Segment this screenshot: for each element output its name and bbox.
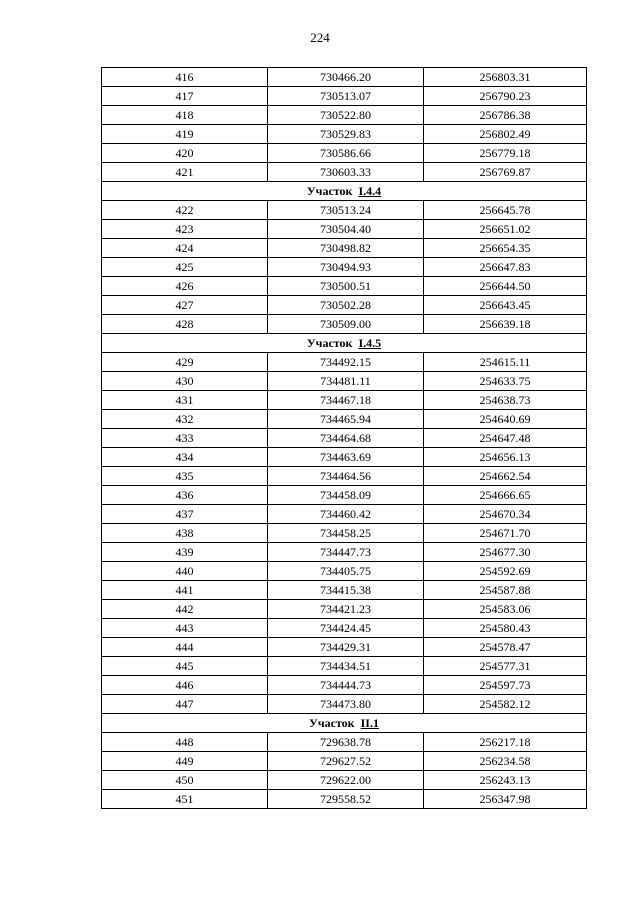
point-number-cell: 433	[102, 429, 268, 448]
section-header-row	[102, 334, 587, 353]
y-coordinate-cell: 256786.38	[424, 106, 587, 125]
point-number-cell: 440	[102, 562, 268, 581]
table-row	[102, 429, 587, 448]
table-row	[102, 372, 587, 391]
y-coordinate-cell: 254582.12	[424, 695, 587, 714]
table-row	[102, 771, 587, 790]
table-row	[102, 638, 587, 657]
point-number-cell: 449	[102, 752, 268, 771]
x-coordinate-cell: 730529.83	[268, 125, 424, 144]
x-coordinate-cell: 734424.45	[268, 619, 424, 638]
point-number-cell: 445	[102, 657, 268, 676]
point-number-cell: 448	[102, 733, 268, 752]
y-coordinate-cell: 254662.54	[424, 467, 587, 486]
y-coordinate-cell: 254592.69	[424, 562, 587, 581]
table-row	[102, 144, 587, 163]
table-row	[102, 277, 587, 296]
x-coordinate-cell: 729558.52	[268, 790, 424, 809]
y-coordinate-cell: 254587.88	[424, 581, 587, 600]
table-row	[102, 581, 587, 600]
point-number-cell: 423	[102, 220, 268, 239]
x-coordinate-cell: 734464.56	[268, 467, 424, 486]
y-coordinate-cell: 256644.50	[424, 277, 587, 296]
x-coordinate-cell: 729622.00	[268, 771, 424, 790]
x-coordinate-cell: 729638.78	[268, 733, 424, 752]
point-number-cell: 432	[102, 410, 268, 429]
section-code: I.4.5	[358, 336, 382, 350]
x-coordinate-cell: 734467.18	[268, 391, 424, 410]
point-number-cell: 418	[102, 106, 268, 125]
y-coordinate-cell: 256769.87	[424, 163, 587, 182]
point-number-cell: 443	[102, 619, 268, 638]
table-row	[102, 752, 587, 771]
x-coordinate-cell: 730513.24	[268, 201, 424, 220]
x-coordinate-cell: 734473.80	[268, 695, 424, 714]
section-code: II.1	[360, 716, 379, 730]
table-row	[102, 505, 587, 524]
table-row	[102, 87, 587, 106]
y-coordinate-cell: 256639.18	[424, 315, 587, 334]
x-coordinate-cell: 730586.66	[268, 144, 424, 163]
table-row	[102, 391, 587, 410]
coordinates-table	[101, 67, 587, 809]
section-title	[102, 714, 587, 733]
point-number-cell: 451	[102, 790, 268, 809]
table-row	[102, 790, 587, 809]
y-coordinate-cell: 254671.70	[424, 524, 587, 543]
point-number-cell: 416	[102, 68, 268, 87]
y-coordinate-cell: 254677.30	[424, 543, 587, 562]
table-row	[102, 562, 587, 581]
point-number-cell: 450	[102, 771, 268, 790]
x-coordinate-cell: 730494.93	[268, 258, 424, 277]
x-coordinate-cell: 734481.11	[268, 372, 424, 391]
x-coordinate-cell: 730500.51	[268, 277, 424, 296]
x-coordinate-cell: 734460.42	[268, 505, 424, 524]
point-number-cell: 434	[102, 448, 268, 467]
x-coordinate-cell: 734415.38	[268, 581, 424, 600]
point-number-cell: 425	[102, 258, 268, 277]
x-coordinate-cell: 734458.25	[268, 524, 424, 543]
x-coordinate-cell: 734434.51	[268, 657, 424, 676]
point-number-cell: 435	[102, 467, 268, 486]
y-coordinate-cell: 254647.48	[424, 429, 587, 448]
point-number-cell: 436	[102, 486, 268, 505]
y-coordinate-cell: 256654.35	[424, 239, 587, 258]
x-coordinate-cell: 730504.40	[268, 220, 424, 239]
x-coordinate-cell: 734444.73	[268, 676, 424, 695]
point-number-cell: 446	[102, 676, 268, 695]
section-label: Участок	[306, 184, 353, 198]
point-number-cell: 444	[102, 638, 268, 657]
table-row	[102, 448, 587, 467]
x-coordinate-cell: 730502.28	[268, 296, 424, 315]
x-coordinate-cell: 730522.80	[268, 106, 424, 125]
page-number: 224	[310, 30, 330, 45]
y-coordinate-cell: 254578.47	[424, 638, 587, 657]
x-coordinate-cell: 734405.75	[268, 562, 424, 581]
section-header-row	[102, 182, 587, 201]
x-coordinate-cell: 734458.09	[268, 486, 424, 505]
table-row	[102, 296, 587, 315]
table-row	[102, 467, 587, 486]
y-coordinate-cell: 256802.49	[424, 125, 587, 144]
point-number-cell: 447	[102, 695, 268, 714]
point-number-cell: 428	[102, 315, 268, 334]
y-coordinate-cell: 254670.34	[424, 505, 587, 524]
point-number-cell: 427	[102, 296, 268, 315]
section-label: Участок	[306, 336, 353, 350]
section-title	[102, 334, 587, 353]
table-row	[102, 676, 587, 695]
table-row	[102, 410, 587, 429]
table-row	[102, 201, 587, 220]
y-coordinate-cell: 254638.73	[424, 391, 587, 410]
y-coordinate-cell: 254666.65	[424, 486, 587, 505]
y-coordinate-cell: 256234.58	[424, 752, 587, 771]
y-coordinate-cell: 254597.73	[424, 676, 587, 695]
point-number-cell: 437	[102, 505, 268, 524]
section-header-row	[102, 714, 587, 733]
table-row	[102, 695, 587, 714]
x-coordinate-cell: 730509.00	[268, 315, 424, 334]
x-coordinate-cell: 734492.15	[268, 353, 424, 372]
table-row	[102, 353, 587, 372]
point-number-cell: 431	[102, 391, 268, 410]
y-coordinate-cell: 256651.02	[424, 220, 587, 239]
table-row	[102, 239, 587, 258]
table-row	[102, 486, 587, 505]
table-row	[102, 657, 587, 676]
y-coordinate-cell: 254656.13	[424, 448, 587, 467]
table-row	[102, 68, 587, 87]
y-coordinate-cell: 256217.18	[424, 733, 587, 752]
x-coordinate-cell: 734463.69	[268, 448, 424, 467]
table-row	[102, 733, 587, 752]
table-row	[102, 258, 587, 277]
section-code: I.4.4	[358, 184, 382, 198]
x-coordinate-cell: 734464.68	[268, 429, 424, 448]
table-row	[102, 125, 587, 144]
y-coordinate-cell: 256779.18	[424, 144, 587, 163]
point-number-cell: 421	[102, 163, 268, 182]
x-coordinate-cell: 730513.07	[268, 87, 424, 106]
x-coordinate-cell: 729627.52	[268, 752, 424, 771]
y-coordinate-cell: 254583.06	[424, 600, 587, 619]
table-row	[102, 600, 587, 619]
table-row	[102, 315, 587, 334]
section-label: Участок	[309, 716, 355, 730]
y-coordinate-cell: 254615.11	[424, 353, 587, 372]
y-coordinate-cell: 256790.23	[424, 87, 587, 106]
y-coordinate-cell: 256243.13	[424, 771, 587, 790]
x-coordinate-cell: 730466.20	[268, 68, 424, 87]
point-number-cell: 429	[102, 353, 268, 372]
x-coordinate-cell: 734421.23	[268, 600, 424, 619]
table-row	[102, 543, 587, 562]
point-number-cell: 424	[102, 239, 268, 258]
point-number-cell: 438	[102, 524, 268, 543]
section-title	[102, 182, 587, 201]
point-number-cell: 441	[102, 581, 268, 600]
x-coordinate-cell: 734465.94	[268, 410, 424, 429]
point-number-cell: 417	[102, 87, 268, 106]
table-row	[102, 163, 587, 182]
point-number-cell: 419	[102, 125, 268, 144]
point-number-cell: 420	[102, 144, 268, 163]
point-number-cell: 439	[102, 543, 268, 562]
x-coordinate-cell: 734429.31	[268, 638, 424, 657]
x-coordinate-cell: 730603.33	[268, 163, 424, 182]
y-coordinate-cell: 256647.83	[424, 258, 587, 277]
point-number-cell: 422	[102, 201, 268, 220]
y-coordinate-cell: 254580.43	[424, 619, 587, 638]
table-row	[102, 524, 587, 543]
coordinates-table-body	[102, 68, 587, 809]
table-row	[102, 220, 587, 239]
y-coordinate-cell: 256645.78	[424, 201, 587, 220]
y-coordinate-cell: 254640.69	[424, 410, 587, 429]
y-coordinate-cell: 254577.31	[424, 657, 587, 676]
point-number-cell: 426	[102, 277, 268, 296]
x-coordinate-cell: 734447.73	[268, 543, 424, 562]
table-row	[102, 619, 587, 638]
x-coordinate-cell: 730498.82	[268, 239, 424, 258]
y-coordinate-cell: 256643.45	[424, 296, 587, 315]
y-coordinate-cell: 256347.98	[424, 790, 587, 809]
point-number-cell: 430	[102, 372, 268, 391]
y-coordinate-cell: 254633.75	[424, 372, 587, 391]
y-coordinate-cell: 256803.31	[424, 68, 587, 87]
table-row	[102, 106, 587, 125]
point-number-cell: 442	[102, 600, 268, 619]
